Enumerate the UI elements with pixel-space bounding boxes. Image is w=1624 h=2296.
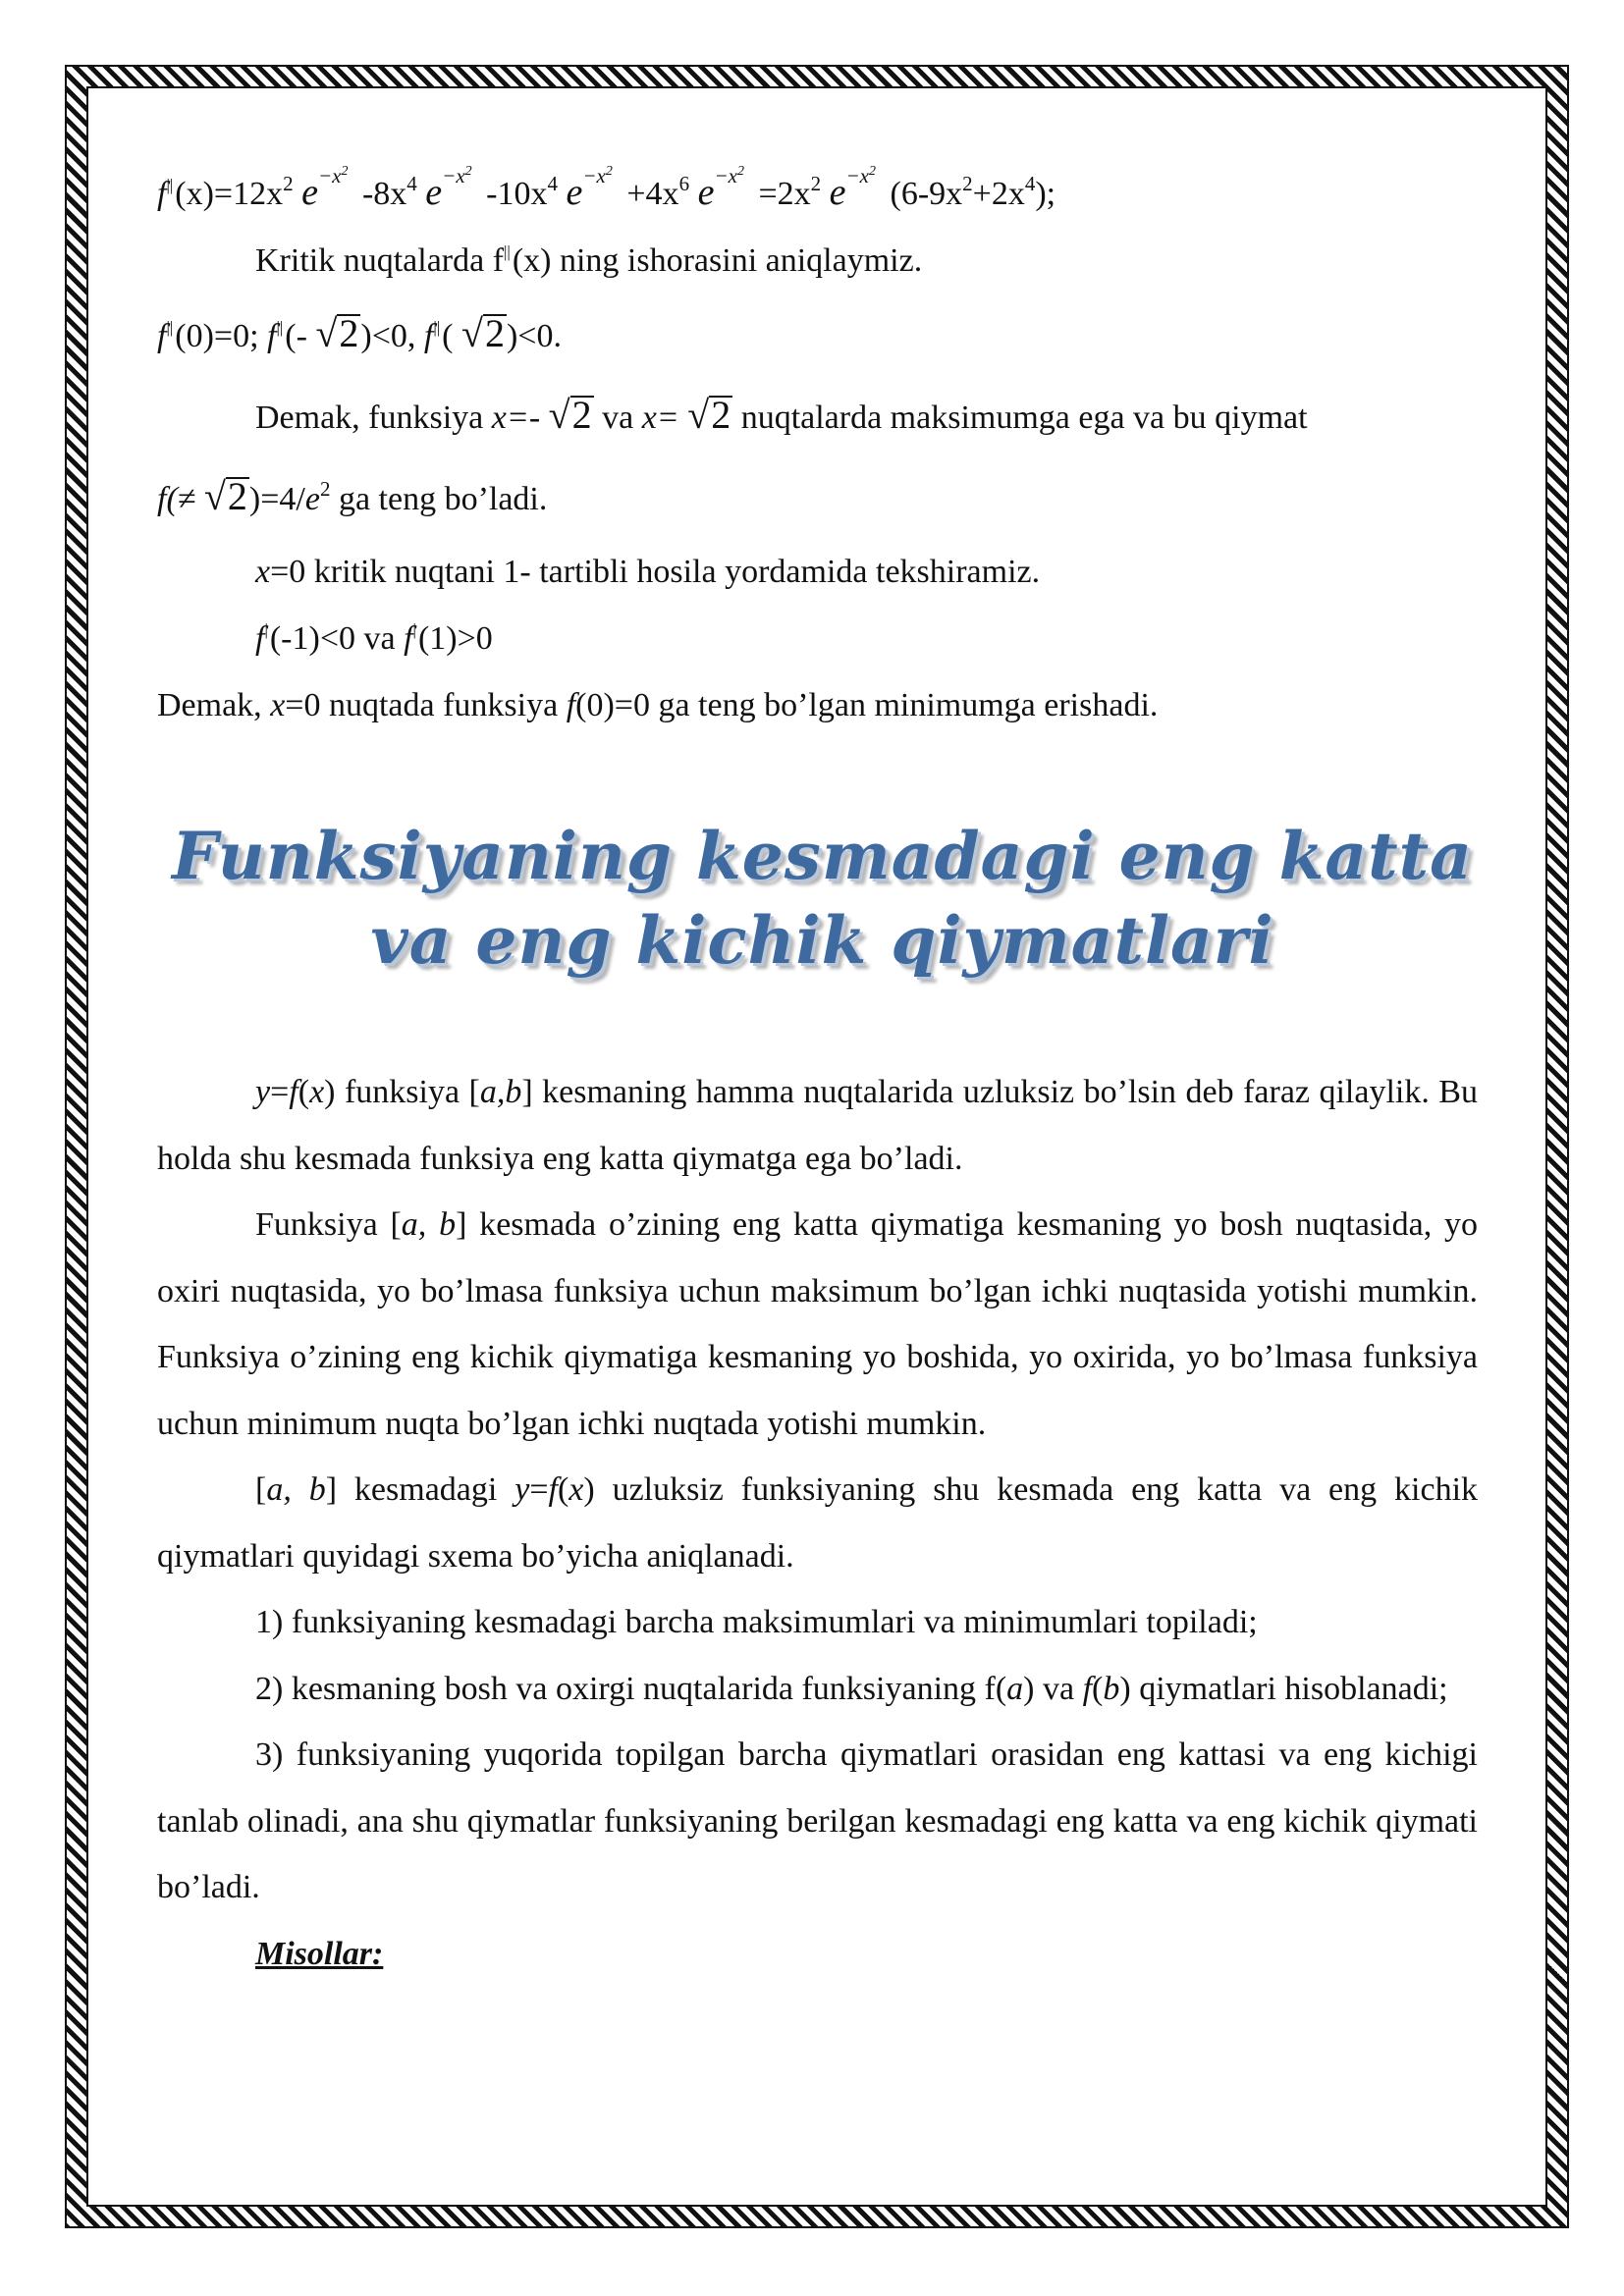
sqrt-symbol: √2: [687, 393, 731, 437]
heading-line-2: va eng kichik qiymatlari: [370, 902, 1274, 979]
examples-heading: Misollar:: [255, 1935, 384, 1972]
maximum-value: $f(\ne √2)=4/e^2$ ga teng bo’ladi.: [157, 474, 548, 518]
sqrt-symbol: √2: [315, 311, 359, 355]
sign-analysis-line: Kritik nuqtalarda f||(x) ning ishorasini aniqlaymiz.: [255, 242, 923, 279]
paragraph-continuity: y=f(x) funksiya [a,b] kesmaning hamma nuqtalarida uzluksiz bo’lsin deb faraz qilaylik. Bu holda shu kesmada funksiya eng katta qiymatga ega bo’ladi.: [157, 1074, 1478, 1177]
exponent-power: 2: [464, 164, 472, 179]
scheme-step-1: 1) funksiyaning kesmadagi barcha maksimumlari va minimumlari topiladi;: [255, 1604, 1258, 1640]
exponent-power: 2: [869, 164, 876, 179]
second-derivative-values: f||(0)=0; f||(- √2)<0, f||( √2)<0.: [157, 311, 562, 355]
sqrt-symbol: √2: [203, 474, 247, 518]
second-derivative-equation: $f^{||}(x)=12x^2$ $e^{-x^2}$ $-8x^4$ $e^{-x^2}$ $-10x^4$ $e^{-x^2} +4x^6$ $e^{-x^2} =2x^2$ $e^{-x^2}$ $(6-9x^2+2x^4)$;: [157, 164, 1056, 213]
critical-point-check: x=0 kritik nuqtani 1- tartibli hosila yordamida tekshiramiz.: [255, 554, 1041, 590]
first-derivative-values: f|(-1)<0 va f|(1)>0: [255, 620, 493, 657]
paragraph-scheme-intro: [a, b] kesmadagi y=f(x) uzluksiz funksiyaning shu kesmada eng katta va eng kichik qiymatlari quyidagi sxema bo’yicha aniqlanadi.: [157, 1471, 1479, 1575]
minimum-conclusion: Demak, x=0 nuqtada funksiya f(0)=0 ga teng bo’lgan minimumga erishadi.: [157, 687, 1159, 723]
section-heading: [147, 814, 1497, 983]
paragraph-extremum-location: Funksiya [a, b] kesmada o’zining eng katta qiymatiga kesmaning yo bosh nuqtasida, yo oxiri nuqtasida, yo bo’lmasa funksiya uchun maksimum bo’lgan ichki nuqtasida yotishi mumkin. Funksiya o’zining eng kichik qiymatiga kesmaning yo boshida, yo oxirida, yo bo’lmasa funksiya uchun minimum nuqta bo’lgan ichki nuqtada yotishi mumkin.: [157, 1206, 1479, 1442]
exponent-power: 2: [736, 164, 744, 179]
maximum-conclusion: Demak, funksiya x=- √2 va x= √2 nuqtalarda maksimumga ega va bu qiymat: [255, 393, 1308, 437]
exponent-power: 2: [341, 164, 349, 179]
page-content: [157, 147, 1478, 1987]
exponent-power: 2: [605, 164, 613, 179]
scheme-step-2: 2) kesmaning bosh va oxirgi nuqtalarida funksiyaning f(a) va f(b) qiymatlari hisoblanadi;: [255, 1670, 1448, 1707]
sqrt-symbol: √2: [548, 393, 592, 437]
heading-line-1: Funksiyaning kesmadagi eng katta: [172, 818, 1473, 894]
sqrt-symbol: √2: [461, 311, 505, 355]
scheme-step-3: 3) funksiyaning yuqorida topilgan barcha qiymatlari orasidan eng kattasi va eng kichigi tanlab olinadi, ana shu qiymatlar funksiyaning berilgan kesmadagi eng katta va eng kichik qiymati bo’ladi.: [157, 1736, 1478, 1905]
